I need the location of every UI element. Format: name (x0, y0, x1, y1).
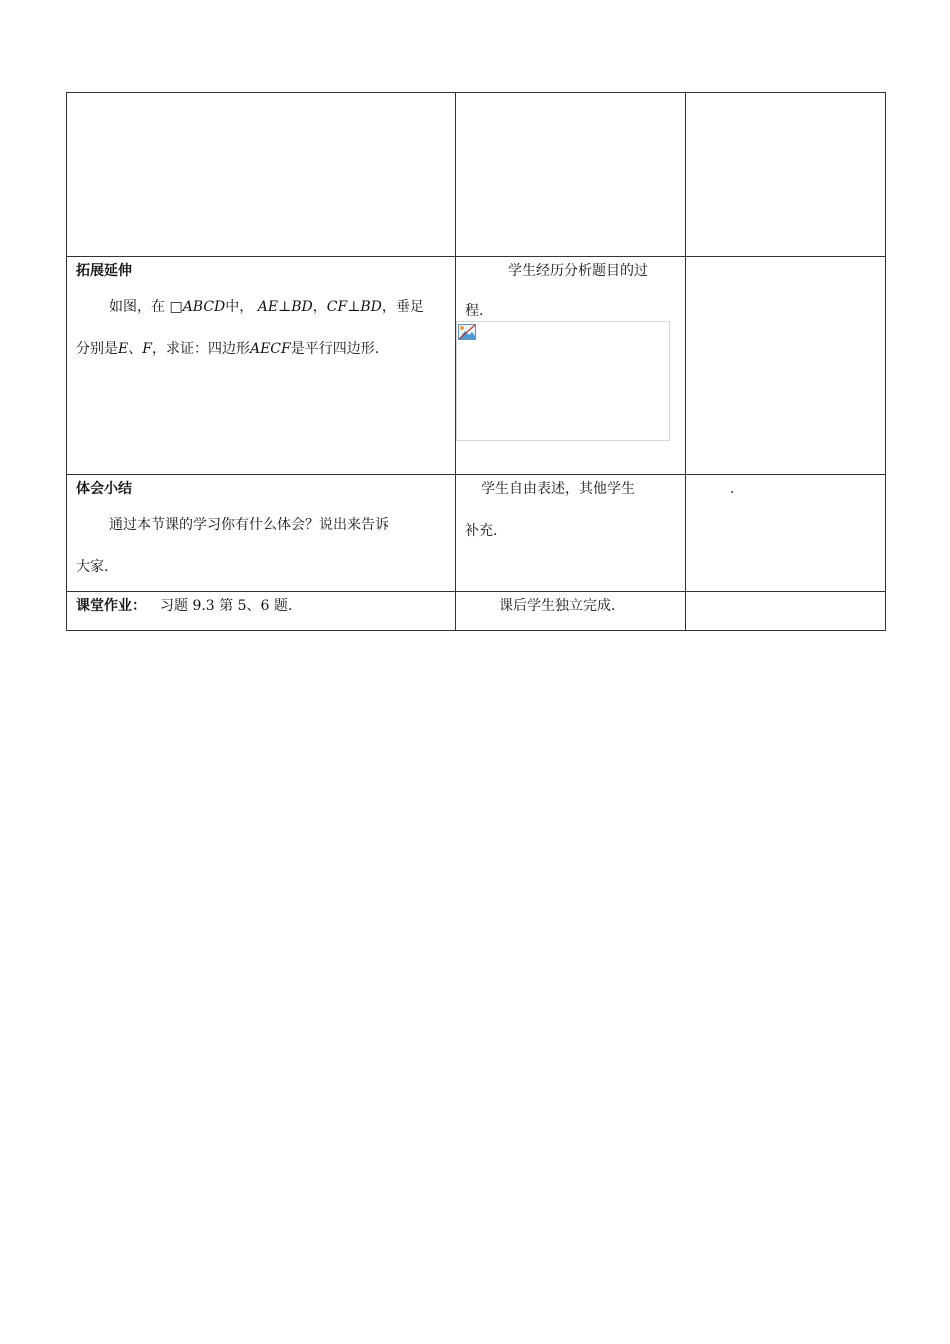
section-heading-summary: 体会小结 (76, 481, 132, 497)
student-activity-line-1: 课后学生独立完成. (499, 598, 616, 614)
summary-question-line-2: 大家. (76, 559, 109, 575)
homework-cell (67, 592, 456, 631)
empty-cell (67, 93, 456, 257)
section-heading-homework: 课堂作业： (76, 598, 146, 614)
section-heading-extension: 拓展延伸 (76, 263, 132, 279)
student-activity-line-1: 学生自由表述，其他学生 (481, 481, 635, 497)
student-activity-cell (456, 592, 686, 631)
empty-cell (686, 592, 886, 631)
problem-line-1: 如图，在 □ABCD中， AE⊥BD，CF⊥BD，垂足 (109, 299, 424, 315)
table-row (67, 93, 886, 257)
broken-image-icon (458, 324, 476, 340)
student-activity-line-2: 程. (465, 303, 484, 319)
design-note: . (730, 481, 735, 497)
table-row (67, 592, 886, 631)
empty-cell (456, 93, 686, 257)
student-activity-cell (456, 257, 686, 475)
empty-cell (686, 93, 886, 257)
summary-question-line-1: 通过本节课的学习你有什么体会？说出来告诉 (109, 517, 389, 533)
student-activity-line-2: 补充. (465, 523, 498, 539)
lesson-plan-table (66, 92, 886, 631)
student-activity-cell (456, 475, 686, 592)
homework-content: 习题 9.3 第 5、6 题. (160, 598, 293, 614)
summary-cell (67, 475, 456, 592)
empty-cell (686, 257, 886, 475)
table-row (67, 475, 886, 592)
figure-placeholder (456, 321, 670, 441)
design-intent-cell (686, 475, 886, 592)
problem-line-2: 分别是E、F，求证：四边形AECF是平行四边形. (76, 341, 380, 357)
table-row (67, 257, 886, 475)
extension-cell (67, 257, 456, 475)
student-activity-line-1: 学生经历分析题目的过 (508, 263, 648, 279)
